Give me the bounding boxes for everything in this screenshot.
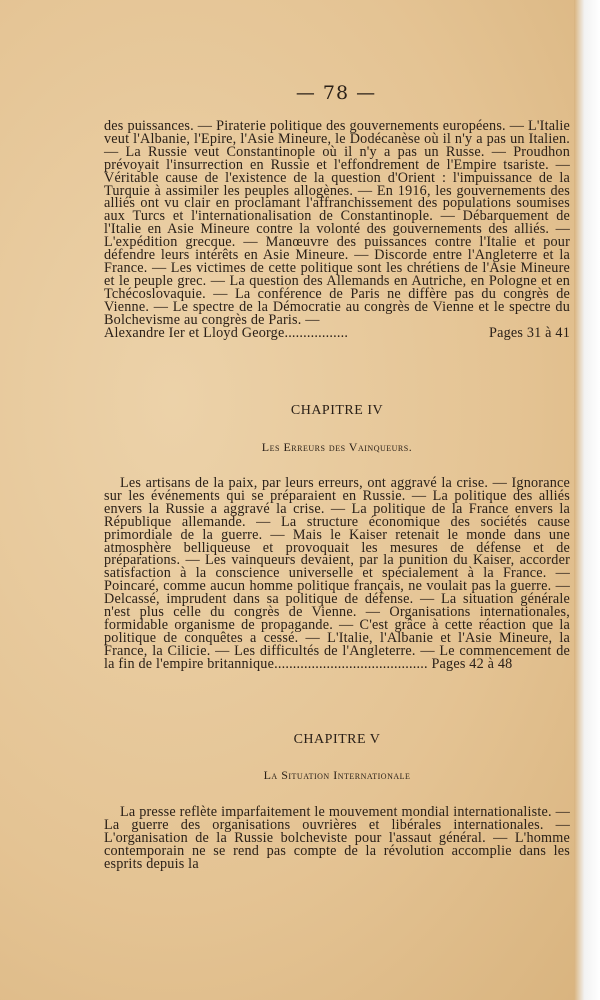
chapter5-text: La presse reflète imparfaitement le mouvement mondial internationaliste. — La guerre des organisations ouvrières et libérales internationales. — L'organisation de la Russie bolcheviste pour l'assaut général. — L'homme contemporain ne se rend pas compte de la révolution accomplie dans les esprits depuis la xyxy=(104,804,570,872)
page-edge xyxy=(574,0,600,1000)
section1-last-line-text: Alexandre Ier et Lloyd George................. xyxy=(104,324,349,341)
page-number: — 78 — xyxy=(295,82,377,104)
section1-text: des puissances. — Piraterie politique des gouvernements européens. — L'Italie veut l'Albanie, l'Epire, l'Asie Mineure, le Dodécanèse où il n'y a pas un Italien. — La Russie veut Constantinople où il n'y a pas un Russe. — Proudhon prévoyait l'insurrection en Russie et l'effondrement de l'Empire tsariste. — Véritable cause de l'existence de la question d'Orient : l'impuissance de la Turquie à assimiler les peuples allogènes. — En 1916, les gouvernements des alliés ont vu clair en proclamant l'affranchissement des populations soumises aux Turcs et l'internationalisation de Constantinople. — Débarquement de l'Italie en Asie Mineure contre la volonté des gouvernements des alliés. — L'expédition grecque. — Manœuvre des puissances contre l'Italie et pour défendre leurs intérêts en Asie Mineure. — Discorde entre l'Angleterre et la France. — Les victimes de cette politique sont les chrétiens de l'Asie Mineure et le peuple grec. — La question des Allemands en Autriche, en Pologne et en Tchécoslovaquie. — La conférence de Paris ne diffère pas du congrès de Vienne. — Le spectre de la Démocratie au congrès de Vienne et le spectre du Bolchevisme au congrès de Paris. — xyxy=(104,118,570,328)
chapter4-leader: ......................................... xyxy=(274,655,428,672)
chapter4-title: CHAPITRE IV xyxy=(290,403,384,418)
section1-block xyxy=(104,120,570,339)
chapter5-subtitle: La Situation Internationale xyxy=(263,768,411,782)
section1-pages: Pages 31 à 41 xyxy=(488,324,570,341)
chapter4-pages: Pages 42 à 48 xyxy=(431,655,513,672)
section1-last-line xyxy=(104,324,570,341)
chapter4-block xyxy=(104,477,570,671)
chapter5-title: CHAPITRE V xyxy=(293,732,381,747)
chapter4-text: Les artisans de la paix, par leurs erreurs, ont aggravé la crise. — Ignorance sur les événements qui se préparaient en Russie. — La politique des alliés envers la Russie a aggravé la crise. — La politique de la France envers la République allemande. — La structure économique des sociétés cause primordiale de la guerre. — Mais le Kaiser retenait le monde dans une atmosphère belliqueuse et provoquait les mesures de défense et de préparations. — Les vainqueurs devaient, par la punition du Kaiser, accorder satisfaction à la conscience universelle et spécialement à la France. — Poincaré, comme aucun homme politique français, ne voulait pas la guerre. — Delcassé, imprudent dans sa politique de défense. — La situation générale n'est plus celle du congrès de Vienne. — Organisations internationales, formidable organisme de propagande. — C'est grâce à cette réaction que la politique de conquêtes a cessé. — L'Italie, l'Albanie et l'Asie Mineure, la France, la Cilicie. — Les difficultés de l'Angleterre. — Le commencement de la fin de l'empire britannique......................................... Pages 42 à 48 xyxy=(104,475,570,672)
chapter4-subtitle: Les Erreurs des Vainqueurs. xyxy=(261,440,413,454)
chapter5-block xyxy=(104,806,570,871)
